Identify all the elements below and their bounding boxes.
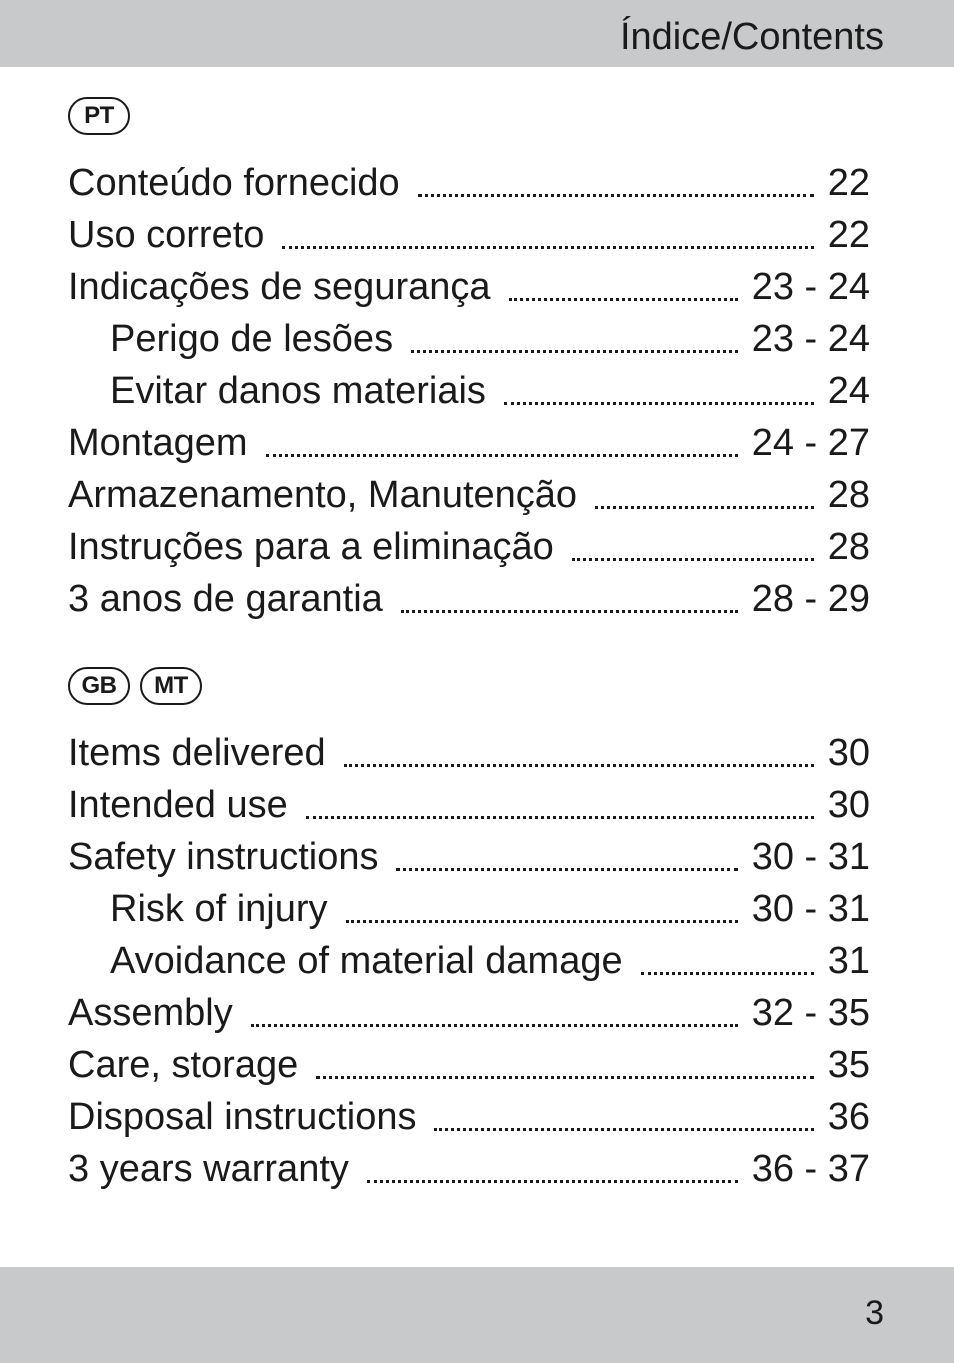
toc-entry-label: Instruções para a eliminação (68, 526, 554, 568)
toc-entry-label: Montagem (68, 422, 248, 464)
dot-leader (396, 868, 737, 871)
toc-subentry (68, 313, 870, 365)
dot-leader (509, 298, 738, 301)
toc-entry-page: 35 (827, 1044, 870, 1086)
toc-entry-page: 22 (827, 214, 870, 256)
footer-bar (0, 1267, 954, 1363)
page-number: 3 (865, 1294, 884, 1332)
toc-entry (68, 1039, 870, 1091)
dot-leader (572, 558, 814, 561)
toc-entry (68, 987, 870, 1039)
dot-leader (504, 402, 814, 405)
toc-entry (68, 1143, 870, 1195)
toc-section-gb-mt (68, 667, 870, 1195)
dot-leader (595, 506, 814, 509)
dot-leader (266, 454, 738, 457)
language-badges (68, 667, 870, 707)
toc-entry-page: 30 - 31 (751, 836, 870, 878)
toc-entry-page: 23 - 24 (751, 266, 870, 308)
toc-entry-label: Armazenamento, Manutenção (68, 474, 578, 516)
toc-list (68, 727, 870, 1195)
toc-entry-page: 28 (827, 526, 870, 568)
toc-entry-label: Avoidance of material damage (110, 940, 623, 982)
toc-entry (68, 157, 870, 209)
language-badge-pt: PT (68, 97, 130, 135)
toc-entry (68, 727, 870, 779)
dot-leader (251, 1024, 738, 1027)
language-badge-mt: MT (140, 667, 202, 705)
toc-entry-label: 3 anos de garantia (68, 578, 383, 620)
dot-leader (367, 1180, 738, 1183)
dot-leader (641, 972, 814, 975)
toc-entry-page: 30 (827, 732, 870, 774)
dot-leader (282, 246, 813, 249)
toc-entry (68, 209, 870, 261)
page-title: Índice/Contents (619, 16, 884, 58)
toc-entry-page: 23 - 24 (751, 318, 870, 360)
toc-entry-page: 22 (827, 162, 870, 204)
language-badge-gb: GB (68, 667, 130, 705)
toc-entry-label: Intended use (68, 784, 288, 826)
dot-leader (411, 350, 738, 353)
toc-entry-label: Perigo de lesões (110, 318, 394, 360)
toc-entry-label: Items delivered (68, 732, 326, 774)
dot-leader (401, 610, 738, 613)
toc-entry-page: 28 - 29 (751, 578, 870, 620)
dot-leader (434, 1128, 813, 1131)
toc-entry-label: Indicações de segurança (68, 266, 491, 308)
toc-entry-page: 24 (827, 370, 870, 412)
toc-entry (68, 1091, 870, 1143)
toc-entry-page: 31 (827, 940, 870, 982)
toc-entry-page: 28 (827, 474, 870, 516)
toc-entry (68, 417, 870, 469)
toc-entry (68, 261, 870, 313)
toc-entry-label: Disposal instructions (68, 1096, 417, 1138)
toc-subentry (68, 935, 870, 987)
toc-entry (68, 831, 870, 883)
toc-entry-label: Uso correto (68, 214, 265, 256)
dot-leader (344, 764, 814, 767)
toc-entry-page: 30 (827, 784, 870, 826)
toc-entry-label: Evitar danos materiais (110, 370, 486, 412)
toc-subentry (68, 883, 870, 935)
toc-list (68, 157, 870, 625)
toc-entry-page: 24 - 27 (751, 422, 870, 464)
toc-entry-page: 36 (827, 1096, 870, 1138)
toc-entry (68, 573, 870, 625)
toc-entry-page: 36 - 37 (751, 1148, 870, 1190)
toc-entry-page: 30 - 31 (751, 888, 870, 930)
toc-entry-page: 32 - 35 (751, 992, 870, 1034)
toc-entry (68, 779, 870, 831)
dot-leader (346, 920, 738, 923)
toc-entry-label: 3 years warranty (68, 1148, 349, 1190)
toc-entry (68, 521, 870, 573)
dot-leader (316, 1076, 813, 1079)
dot-leader (418, 194, 814, 197)
dot-leader (306, 816, 814, 819)
toc-subentry (68, 365, 870, 417)
toc-entry (68, 469, 870, 521)
language-badges (68, 97, 870, 137)
toc-entry-label: Assembly (68, 992, 233, 1034)
toc-entry-label: Conteúdo fornecido (68, 162, 400, 204)
toc-section-pt (68, 97, 870, 625)
toc-entry-label: Risk of injury (110, 888, 328, 930)
header-bar (0, 0, 954, 67)
toc-entry-label: Care, storage (68, 1044, 299, 1086)
toc-entry-label: Safety instructions (68, 836, 379, 878)
